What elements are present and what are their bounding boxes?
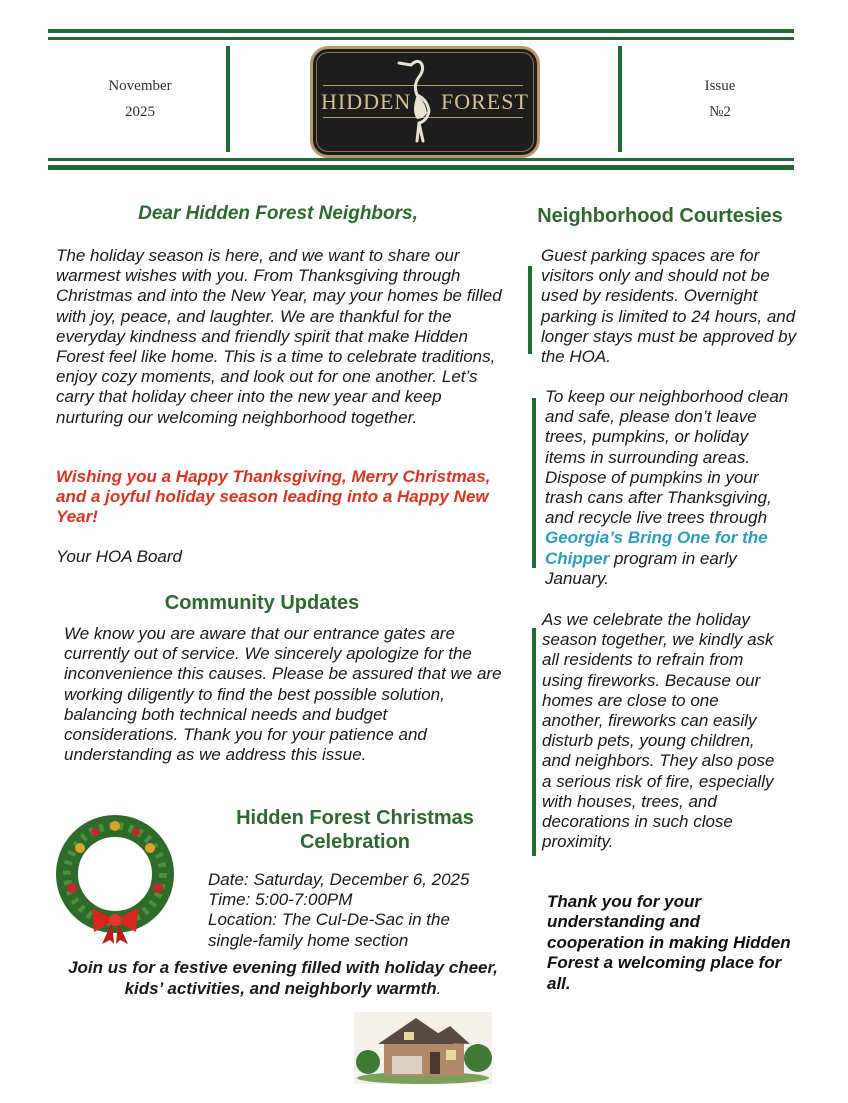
logo-word-right: FOREST <box>441 89 529 114</box>
trees-bar <box>532 398 536 568</box>
christmas-invite-text: Join us for a festive evening filled with holiday cheer, kids’ activities, and neighborly warmth <box>68 958 498 998</box>
event-time: Time: 5:00-7:00PM <box>208 890 353 910</box>
event-location-line1: Location: The Cul-De-Sac in the <box>208 910 450 930</box>
christmas-details <box>208 870 508 951</box>
fireworks-note: As we celebrate the holiday season together, we kindly ask all residents to refrain from using fireworks. Because our homes are close to one another, fireworks can easily disturb pets, young children, and neighbors. They also pose a serious risk of fire, especially with houses, trees, and decorations in such close proximity. <box>542 610 775 852</box>
masthead-bottom-rule-thin <box>48 158 794 161</box>
masthead-top-rule-thick <box>48 29 794 33</box>
greeting-body: The holiday season is here, and we want to share our warmest wishes with you. From Thanksgiving through Christmas and into the New Year, may your homes be filled with joy, peace, and laughter. We are thankful for the everyday kindness and friendly spirit that make Hidden Forest feel like home. This is a time to celebrate traditions, enjoy cozy moments, and look out for one another. Let’s carry that holiday cheer into the new year and keep nurturing our welcoming neighborhood together. <box>56 246 502 427</box>
house-icon <box>354 1012 492 1084</box>
trees-note-text: To keep our neighborhood clean and safe, please don’t leave trees, pumpkins, or holiday items in surrounding areas. Dispose of pumpkins in your trash cans after Thanksgiving, and recycle live trees through <box>545 387 789 528</box>
courtesies-title: Neighborhood Courtesies <box>537 205 783 227</box>
greeting-title: Dear Hidden Forest Neighbors, <box>138 203 418 224</box>
fireworks-bar <box>532 628 536 856</box>
parking-note: Guest parking spaces are for visitors only and should not be used by residents. Overnight parking is limited to 24 hours, and longer stays must be approved by the HOA. <box>541 246 797 367</box>
issue-date <box>80 73 200 125</box>
christmas-invite-end: . <box>436 978 442 998</box>
parking-bar <box>528 266 532 354</box>
masthead-divider-right <box>618 46 622 152</box>
issue-year: 2025 <box>125 104 155 120</box>
community-updates-body: We know you are aware that our entrance gates are currently out of service. We sincerely apologize for the inconvenience this causes. Please be assured that we are working diligently to find the best possible solution, balancing both technical needs and budget considerations. Thank you for your patience and understanding as we address this issue. <box>64 624 502 765</box>
christmas-title-line1: Hidden Forest Christmas <box>236 807 474 829</box>
trees-note-end: program in early January. <box>545 548 737 588</box>
issue-label: Issue <box>704 78 736 94</box>
event-location-line2: single-family home section <box>208 930 409 950</box>
masthead-divider-left <box>226 46 230 152</box>
chipper-program-link[interactable]: Georgia’s Bring One for the Chipper <box>545 528 768 568</box>
logo-word-left: HIDDEN <box>321 89 412 114</box>
issue-number: №2 <box>709 104 731 120</box>
issue-number-block <box>660 73 780 125</box>
christmas-title-line2: Celebration <box>299 831 411 853</box>
christmas-wreath-icon <box>50 808 180 946</box>
christmas-title <box>210 806 500 854</box>
signature: Your HOA Board <box>56 547 182 566</box>
event-date: Date: Saturday, December 6, 2025 <box>208 870 470 889</box>
hidden-forest-logo <box>310 46 540 158</box>
masthead-bottom-rule-thick <box>48 165 794 170</box>
issue-month: November <box>108 78 172 94</box>
community-updates-title: Community Updates <box>164 592 360 614</box>
heron-icon <box>397 55 441 145</box>
masthead-top-rule-thin <box>48 37 794 40</box>
holiday-wish: Wishing you a Happy Thanksgiving, Merry Christmas, and a joyful holiday season leading into a Happy New Year! <box>56 467 491 526</box>
christmas-invite <box>64 958 502 999</box>
thank-you-note: Thank you for your understanding and cooperation in making Hidden Forest a welcoming place for all. <box>547 892 791 993</box>
trees-note <box>545 387 793 589</box>
